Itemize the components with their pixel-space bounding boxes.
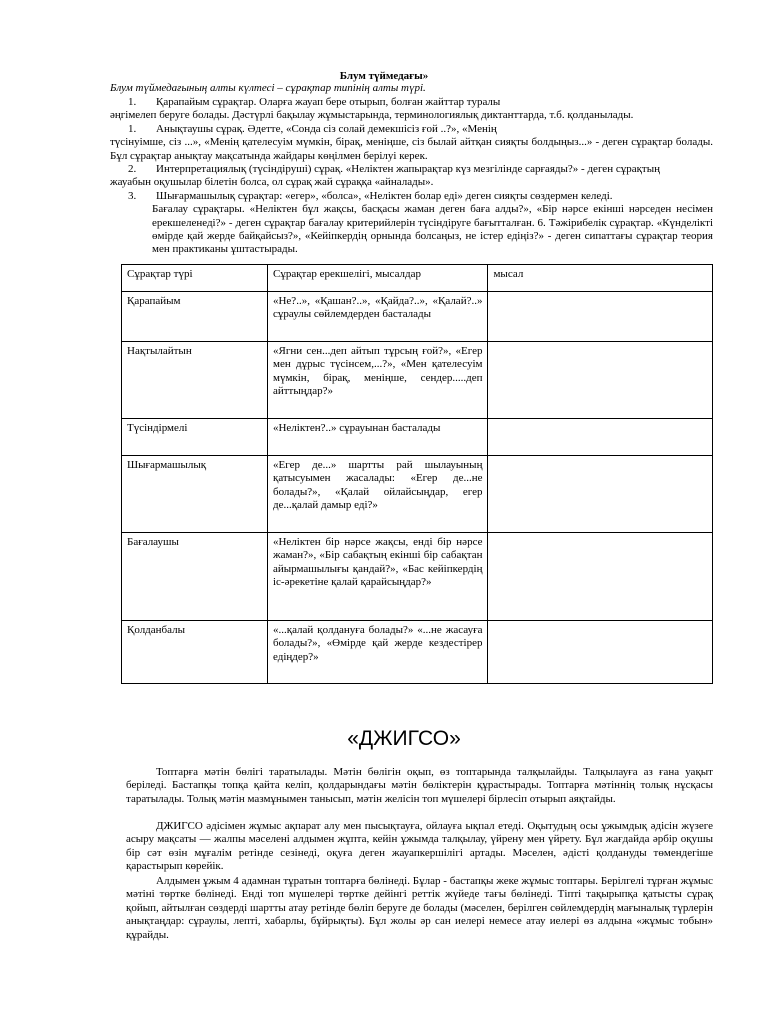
table-row	[122, 419, 713, 456]
list-item	[110, 190, 713, 203]
table-cell-type: Шығармашылық	[122, 456, 268, 533]
table-cell-desc: «Ягни сен...деп айтып тұрсың ғой?», «Егер мен дұрыс түсінсем,...?», «Мен қателесуім мүмкін, бірақ, меніңше, сендер.....деп айттыңдар?»	[267, 342, 487, 419]
table-row	[122, 456, 713, 533]
table-cell-desc: «Неліктен бір нәрсе жақсы, енді бір нәрсе жаман?», «Бір сабақтың екінші бір сабақтан айырмашылығы қандай?», «Бас кейіпкердің іс-әрекетіне қалай қарайсыңдар?»	[267, 533, 487, 621]
doc-subtitle: Блум түймедағының алты күлтесі – сұрақтар типінің алты түрі.	[110, 82, 426, 94]
jigsaw-paragraph	[126, 766, 713, 806]
table-header-cell: Сұрақтар ерекшелігі, мысалдар	[267, 265, 487, 292]
table-cell-type: Түсіндірмелі	[122, 419, 268, 456]
jigsaw-paragraph	[126, 820, 713, 874]
table-cell-desc: «...қалай қолдануға болады?» «...не жасауға болады?», «Өмірде қай жерде кездестірер едіңдер?»	[267, 621, 487, 684]
table-cell-type: Бағалаушы	[122, 533, 268, 621]
question-types-table	[121, 264, 713, 684]
list-item	[110, 163, 713, 190]
list-number: 2.	[128, 163, 137, 176]
list-number: 1.	[128, 96, 137, 108]
table-cell-example	[488, 419, 713, 456]
doc-title: Блум түймедағы»	[339, 70, 429, 82]
list-number: 3.	[128, 189, 137, 202]
jigsaw-heading: «ДЖИГСО»	[347, 727, 461, 750]
list-item	[110, 123, 713, 163]
list-number: 1.	[128, 122, 137, 135]
table-row	[122, 533, 713, 621]
table-cell-type: Қарапайым	[122, 292, 268, 342]
table-header-cell: Сұрақтар түрі	[122, 265, 268, 292]
paragraph-text: Топтарға мәтін бөлігі таратылады. Мәтін бөлігін оқып, өз топтарында талқылайды. Талқылауға аз ғана уақыт беріледі. Бастапқы топқа қайта келіп, қолдарындағы мәтін бөліктерін құрастырады. Топтарға мәтіннің толық нұсқасы таратылады. Толық мәтін мазмұнымен танысып, мәтін желісін топ мүшелері бірлесіп отырып аяқтайды.	[126, 766, 713, 805]
list-item-continuation: әңгімелеп беруге болады. Дәстүрлі бақылау жұмыстарында, терминологиялық диктанттарда, т.б. қолданылады.	[110, 109, 634, 122]
question-types-list	[110, 96, 713, 257]
table-header-row	[122, 265, 713, 292]
table-cell-example	[488, 621, 713, 684]
table-row	[122, 292, 713, 342]
table-row	[122, 621, 713, 684]
table-cell-example	[488, 342, 713, 419]
table-cell-example	[488, 456, 713, 533]
table-cell-desc: «Егер де...» шартты рай шылауының қатысуымен жасалады: «Егер де...не болады?», «Қалай ойлайсыңдар, егер де...қалай дамыр еді?»	[267, 456, 487, 533]
table-cell-example	[488, 292, 713, 342]
paragraph-text: ДЖИГСО әдісімен жұмыс ақпарат алу мен пысықтауға, ойлауға ықпал етеді. Оқытудың осы ұжымдық әдісін жүзеге асыру мақсаты — жалпы мәселені алдымен жұпта, кейін ұжымда талқылау, үйрену мен үйрету. Бұл жағдайда әрбір оқушы бір сәт өзін мұғалім ретінде сезінеді, оқуға деген жауапкершілігі артады. Мәселен, әдісті қолдануды төмендегіше қарастырып көрейік.	[126, 820, 713, 873]
table-cell-type: Нақтылайтын	[122, 342, 268, 419]
table-row	[122, 342, 713, 419]
list-item-text: Шығармашылық сұрақтар: «егер», «болса», «Неліктен болар еді» деген сияқты сөздермен келеді.	[156, 189, 613, 202]
list-item-continuation: жауабын оқушылар білетін болса, ол сұрақ жай сұраққа «айналады».	[110, 176, 434, 189]
table-cell-desc: «Не?..», «Қашан?..», «Қайда?..», «Қалай?..» сұраулы сөйлемдерден басталады	[267, 292, 487, 342]
evaluation-paragraph: Бағалау сұрақтары. «Неліктен бұл жақсы, басқасы жаман деген баға алды?», «Бір нәрсе екінші нәрседен несімен ерекшеленеді?» - деген сұрақтар бағалау критерийлерін түсіндіруге бағытталған. 6. Тәжірибелік сұрақтар. «Күнделікті өмірде қай жерде байқайсыз?», «Кейіпкердің орнында болсаңыз, не істер едіңіз?» - деген сипаттағы сұрақтар теория мен практиканы ұштастырады.	[152, 203, 713, 256]
table-cell-example	[488, 533, 713, 621]
list-item-text: Интерпретациялық (түсіндіруші) сұрақ. «Неліктен жапырақтар күз мезгілінде сарғаяды?» - деген сұрақтың	[156, 163, 661, 176]
paragraph-text: Алдымен ұжым 4 адамнан тұратын топтарға бөлінеді. Бұлар - бастапқы жеке жұмыс топтары. Берілгелі тұрған жұмыс мәтіні төртке бөлінеді. Енді топ мүшелері төртке дейінгі реттік жүйеде тағы бөлінеді. Тіпті тақырыпқа қатысты сұрақ қойып, айтылған сөздерді шартты атау ретінде бөліп беруге де болады (мәселен, берілген сөйлемдердің мағыналық түрлерін анықтаңдар: сұраулы, лепті, хабарлы, бұйрықты). Бұл жолы әр сан иелері немесе атау иелері өз алдына «жұмыс тобын» құрайды.	[126, 875, 713, 941]
list-item-text: Қарапайым сұрақтар. Оларға жауап бере отырып, болған жайттар туралы	[156, 96, 501, 108]
table-header-cell: мысал	[488, 265, 713, 292]
table-cell-type: Қолданбалы	[122, 621, 268, 684]
list-item	[110, 96, 713, 123]
list-item-text: Анықтаушы сұрақ. Әдетте, «Сонда сіз солай демекшісіз ғой ..?», «Менің	[156, 122, 497, 135]
list-item-continuation: түсінуімше, сіз ...», «Менің қателесуім мүмкін, бірақ, меніңше, сіз былай айтқан сияқты болдыңыз...» - деген сұрақтар болады. Бұл сұрақтар анықтау мақсатында жайдары көңілмен берілуі керек.	[110, 136, 713, 162]
table-cell-desc: «Неліктен?..» сұрауынан басталады	[267, 419, 487, 456]
jigsaw-paragraph	[126, 875, 713, 942]
